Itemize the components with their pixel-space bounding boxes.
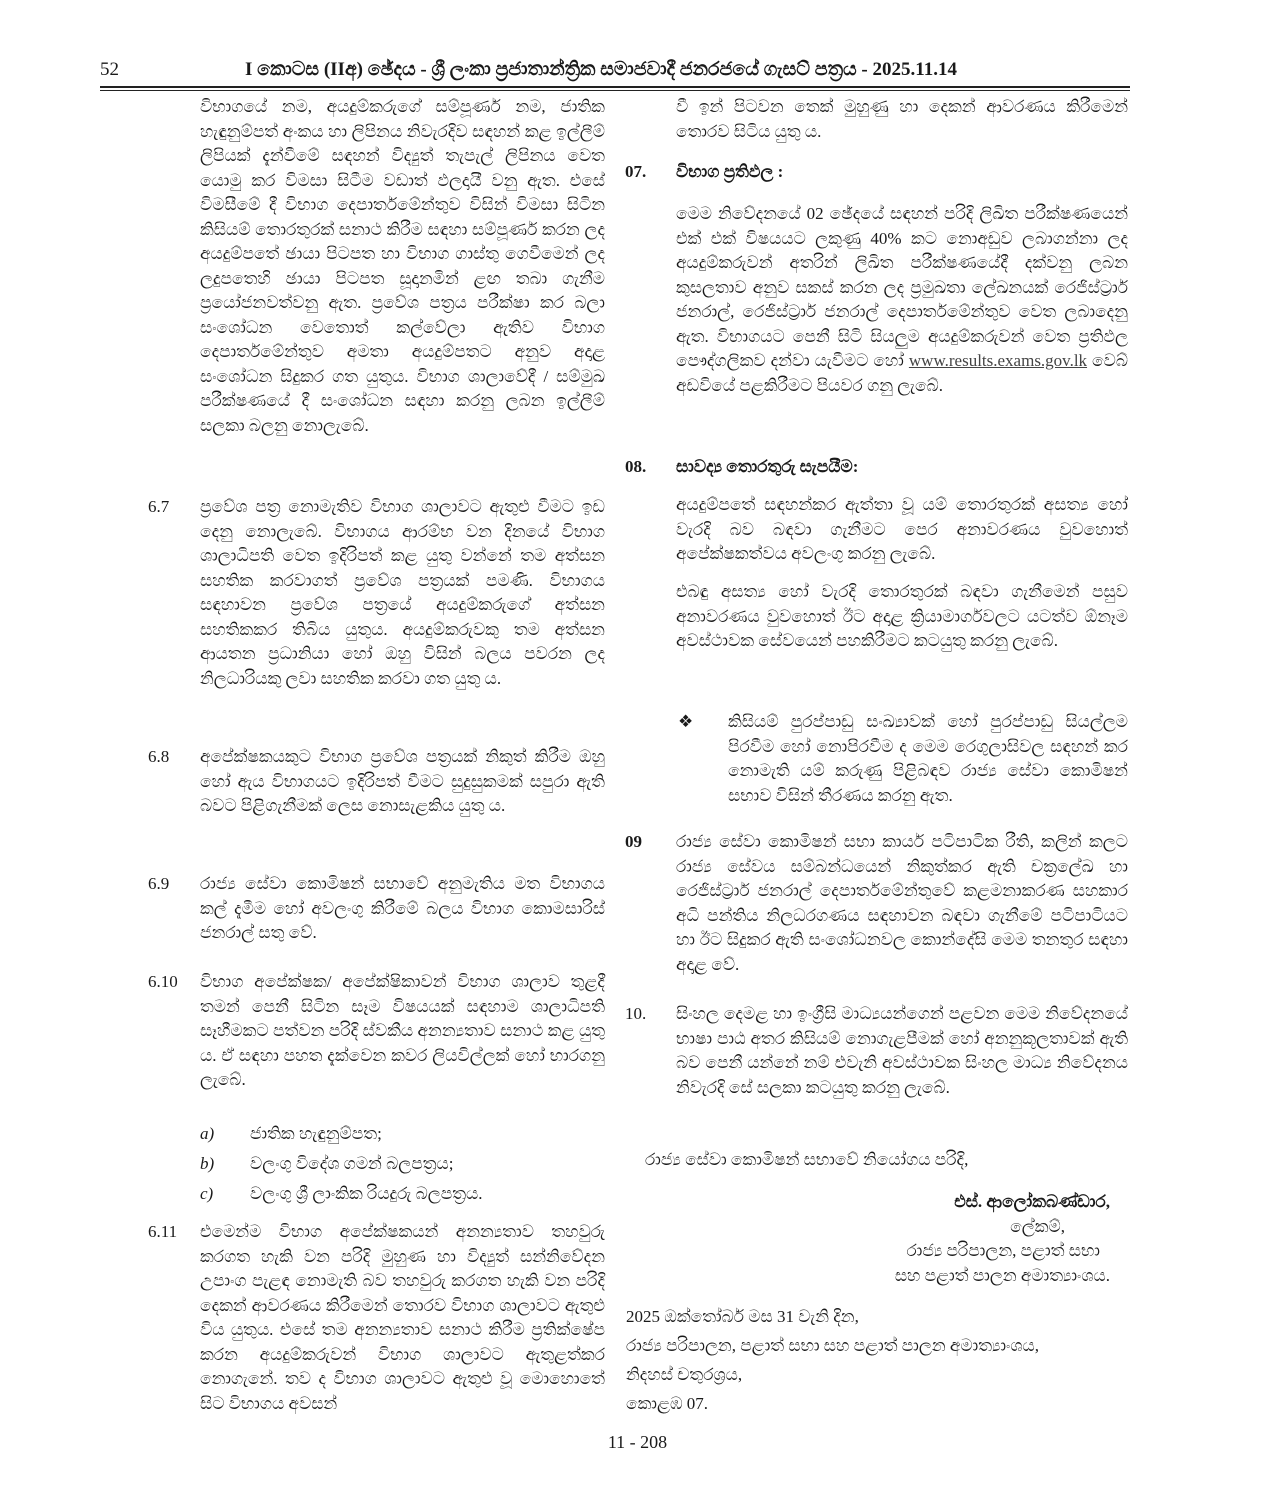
address-line: නිදහස් චතුරශ්‍රය,	[626, 1365, 743, 1384]
bullet-text: කිසියම් පුරප්පාඩු සංඛ්‍යාවක් හෝ පුරප්පාඩු සියල්ලම පිරවීම හෝ නොපිරවීම ද මෙම රෙගුලාසිවල සඳහන් කර නොමැති යම් කරුණු පිළිබඳව රාජ්‍ය සේවා කොමිෂන් සභාව විසින් තීරණය කරනු ඇත.	[728, 712, 1128, 805]
section-text: අපේක්ෂකයකුට විභාග ප්‍රවේශ පත්‍රයක් නිකුත් කිරීම ඔහු හෝ ඇය විභාගයට ඉදිරිපත් වීමට සුදුසුකමක් සපුරා ඇති බවට පිළිගැනීමක් ලෙස නොසැළකිය යුතු ය.	[200, 747, 605, 815]
list-item	[200, 1182, 605, 1212]
section-paragraph: අයදුම්පතේ සඳහන්කර ඇත්තා වූ යම් තොරතුරක් අසත්‍ය හෝ වැරදි බව බඳවා ගැනීමට පෙර අනාවරණය වුවහොත් අපේක්ෂකත්වය අවලංගු කරනු ලැබේ.	[676, 495, 1128, 563]
list-text: වලංගු විදේශ ගමන් බලපත්‍රය;	[250, 1154, 454, 1173]
page-footer-code: 11 - 208	[607, 1432, 668, 1452]
address-line: කොළඹ 07.	[626, 1394, 709, 1413]
list-marker: a)	[200, 1124, 215, 1143]
section-number: 6.10	[148, 972, 178, 991]
section-text: සිංහල දෙමළ හා ඉංග්‍රීසි මාධ්‍යයන්ගෙන් පළවන මෙම නිවේදනයේ භාෂා පාඨ අතර කිසියම් නොගැළපීමක් හෝ අනනුකූලතාවක් ඇති බව පෙනී යන්නේ නම් එවැනි අවස්ථාවක සිංහල මාධ්‍ය නිවේදනය නිවැරදි සේ සලකා කටයුතු කරනු ලැබේ.	[676, 1004, 1128, 1097]
id-document-list	[200, 1122, 605, 1212]
section-text: ප්‍රවේශ පත්‍ර නොමැතිව විභාග ශාලාවට ඇතුළු වීමට ඉඩ දෙනු නොලැබේ. විභාගය ආරම්භ වන දිනයේ විභාග ශාලාධිපති වෙත ඉදිරිපත් කළ යුතු වන්නේ තම අත්සන සහතික කරවාගත් ප්‍රවේශ පත්‍රයක් පමණි. විභාගය සඳහාවන ප්‍රවේශ පත්‍රයේ අයදුම්කරුගේ අත්සන සහතිකකර තිබිය යුතුය. අයදුම්කරුවකු තම අත්සන ආයතන ප්‍රධානියා හෝ ඔහු විසින් බලය පවරන ලද නිලධාරියකු ලවා සහතික කරවා ගත යුතු ය.	[200, 497, 605, 688]
date-line: 2025 ඔක්තෝබර් මස 31 වැනි දින,	[626, 1307, 859, 1326]
gazette-title: I කොටස (IIඅ) ඡේදය - ශ්‍රී ලංකා ප්‍රජාතාන්ත්‍රික සමාජවාදී ජනරජයේ ගැසට් පත්‍රය - 2025.11.14	[245, 59, 957, 80]
list-text: වලංගු ශ්‍රී ලාංකික රියදුරු බලපත්‍රය.	[250, 1184, 483, 1203]
signatory-title: ලේකම්,	[1010, 1216, 1065, 1236]
section-number: 10.	[625, 1004, 647, 1023]
date-address-block	[626, 1302, 1146, 1418]
diamond-bullet-icon: ❖	[678, 712, 694, 731]
section-number: 08.	[625, 457, 647, 476]
list-item	[200, 1152, 605, 1182]
list-item	[200, 1122, 605, 1152]
list-marker: c)	[200, 1184, 214, 1203]
address-line: රාජ්‍ය පරිපාලන, පළාත් සභා සහ පළාත් පාලන අමාත්‍යාංශය,	[626, 1336, 1039, 1355]
section-number: 6.8	[148, 747, 170, 766]
header-rule	[100, 86, 1130, 88]
results-text: මෙම නිවේදනයේ 02 ඡේදයේ සඳහන් පරිදි ලිඛිත පරීක්ෂණයෙන් එක් එක් විෂයයට ලකුණු 40% කට නොඅඩුව ලබාගන්නා ලද අයදුම්කරුවන් අතරින් ලිඛිත පරීක්ෂණයේදී දක්වනු ලබන කුසලතාව අනුව සකස් කරන ලද ප්‍රමුඛතා ලේඛනයක් රෙජිස්ට්‍රාර් ජනරාල්, රෙජිස්ට්‍රාර් ජනරාල් දෙපාර්තමේන්තුව වෙත ලබාදෙනු ඇත. විභාගයට පෙනී සිටි සියලුම අයදුම්කරුවන් වෙත ප්‍රතිඵල පෞද්ගලිකව දන්වා යැවීමට හෝ	[676, 204, 1128, 370]
page-number: 52	[100, 59, 119, 80]
header-rule-thin	[100, 90, 1130, 91]
intro-paragraph: විභාගයේ නම, අයදුම්කරුගේ සම්පූර්ණ නම, ජාතික හැඳුනුම්පත් අංකය හා ලිපිනය නිවැරදිව සඳහන් කළ ඉල්ලීම් ලිපියක් දැන්වීමේ සඳහන් විද්‍යුත් තැපැල් ලිපිනය වෙත යොමු කර විමසා සිටීම වඩාත් ඵලදායී වනු ඇත. එසේ විමසීමේ දී විභාග දෙපාර්තමේන්තුව විසින් විමසා සිටින කිසියම් තොරතුරක් සනාථ කිරීම සඳහා සම්පූර්ණ කරන ලද අයදුම්පතේ ඡායා පිටපත හා විභාග ගාස්තු ගෙවීමෙන් ලද ලදුපතෙහි ඡායා පිටපත සූදානමින් ළඟ තබා ගැනීම ප්‍රයෝජනවත්වනු ඇත. ප්‍රවේශ පත්‍රය පරීක්ෂා කර බලා සංශෝධන වෙතොත් කල්වේලා ඇතිව විභාග දෙපාර්තමේන්තුව අමතා අයදුම්පතට අනුව අදාළ සංශෝධන සිදුකර ගත යුතුය. විභාග ශාලාවේදී / සම්මුඛ පරීක්ෂණයේ දී සංශෝධන සඳහා කරනු ලබන ඉල්ලීම් සලකා බලනු නොලැබේ.	[200, 97, 605, 435]
list-text: ජාතික හැඳුනුම්පත;	[250, 1124, 382, 1143]
section-heading: විභාග ප්‍රතිඵල :	[676, 162, 784, 181]
continued-paragraph: වී ඉන් පිටවන තෙක් මුහුණු හා දෙකන් ආවරණය කිරීමෙන් තොරව සිටිය යුතු ය.	[676, 97, 1128, 141]
section-paragraph: එබඳු අසත්‍ය හෝ වැරදි තොරතුරක් බඳවා ගැනීමෙන් පසුව අනාවරණය වුවහොත් ඊට අදාළ ක්‍රියාමාර්ගවලට යටත්ව ඕනෑම අවස්ථාවක සේවයෙන් පහකිරීමට කටයුතු කරනු ලැබේ.	[676, 582, 1128, 650]
section-number: 07.	[625, 162, 647, 181]
section-text	[676, 202, 1128, 398]
page-header	[100, 58, 1130, 84]
signatory-name: එස්. ආලෝකබණ්ඩාර,	[954, 1192, 1110, 1211]
section-number: 09	[625, 832, 642, 851]
section-text: රාජ්‍ය සේවා කොමිෂන් සභා කාර්ය පටිපාටික රීති, කලින් කලට රාජ්‍ය සේවය සම්බන්ධයෙන් නිකුත්කර ඇති චක්‍රලේඛ හා රෙජිස්ට්‍රාර් ජනරාල් දෙපාර්තමේන්තුවේ කළමනාකරණ සහකාර අධි පන්තිය නිලධරගණය සඳහාවන බඳවා ගැනීමේ පටිපාටියට හා ඊට සිදුකර ඇති සංශෝධනවල කොන්දේසි මෙම තනතුර සඳහා අදාළ වේ.	[676, 832, 1128, 974]
signature-block	[700, 1190, 1110, 1288]
results-website-link[interactable]: www.results.exams.gov.lk	[908, 351, 1088, 370]
section-text: එමෙන්ම විභාග අපේක්ෂකයන් අනන්‍යතාව තහවුරු කරගත හැකි වන පරිදි මුහුණ හා විද්‍යුත් සන්නිවේදන උපාංග පැළඳ නොමැති බව තහවුරු කරගත හැකි වන පරිදි දෙකන් ආවරණය කිරීමෙන් තොරව විභාග ශාලාවට ඇතුළු විය යුතුය. එසේ තම අනන්‍යතාව සනාථ කිරීම ප්‍රතික්ෂේප කරන අයදුම්කරුවන් විභාග ශාලාවට ඇතුළත්කර නොගැනේ. තව ද විභාග ශාලාවට ඇතුළු වූ මොහොතේ සිට විභාගය අවසන්	[200, 1222, 605, 1413]
section-number: 6.7	[148, 497, 170, 516]
signatory-org-line-2: සහ පළාත් පාලන අමාත්‍යාංශය.	[894, 1265, 1110, 1285]
results-text-after: වෙබ් අඩවියේ පළකිරීමට පියවර ගනු ලැබේ.	[676, 351, 1129, 395]
section-text: රාජ්‍ය සේවා කොමිෂන් සභාවේ අනුමැතිය මත විභාගය කල් දැමීම හෝ අවලංගු කිරීමේ බලය විභාග කොමසාරිස් ජනරාල් සතු වේ.	[200, 874, 605, 942]
signatory-org-line-1: රාජ්‍ය පරිපාලන, පළාත් සභා	[906, 1241, 1100, 1260]
section-number: 6.9	[148, 874, 170, 893]
section-text: විභාග අපේක්ෂක/ අපේක්ෂිකාවන් විභාග ශාලාව තුළදී තමන් පෙනී සිටින සෑම විෂයයක් සඳහාම ශාලාධිපති සෑහීමකට පත්වන පරිදි ස්වකීය අනන්‍යතාව සනාථ කළ යුතු ය. ඒ සඳහා පහත දැක්වෙන කවර ලියවිල්ලක් හෝ භාරගනු ලැබේ.	[200, 972, 605, 1089]
section-number: 6.11	[148, 1222, 178, 1241]
order-line: රාජ්‍ය සේවා කොමිෂන් සභාවේ නියෝගය පරිදි,	[645, 1150, 969, 1169]
list-marker: b)	[200, 1154, 215, 1173]
section-heading: සාවද්‍ය තොරතුරු සැපයීම:	[676, 457, 859, 476]
